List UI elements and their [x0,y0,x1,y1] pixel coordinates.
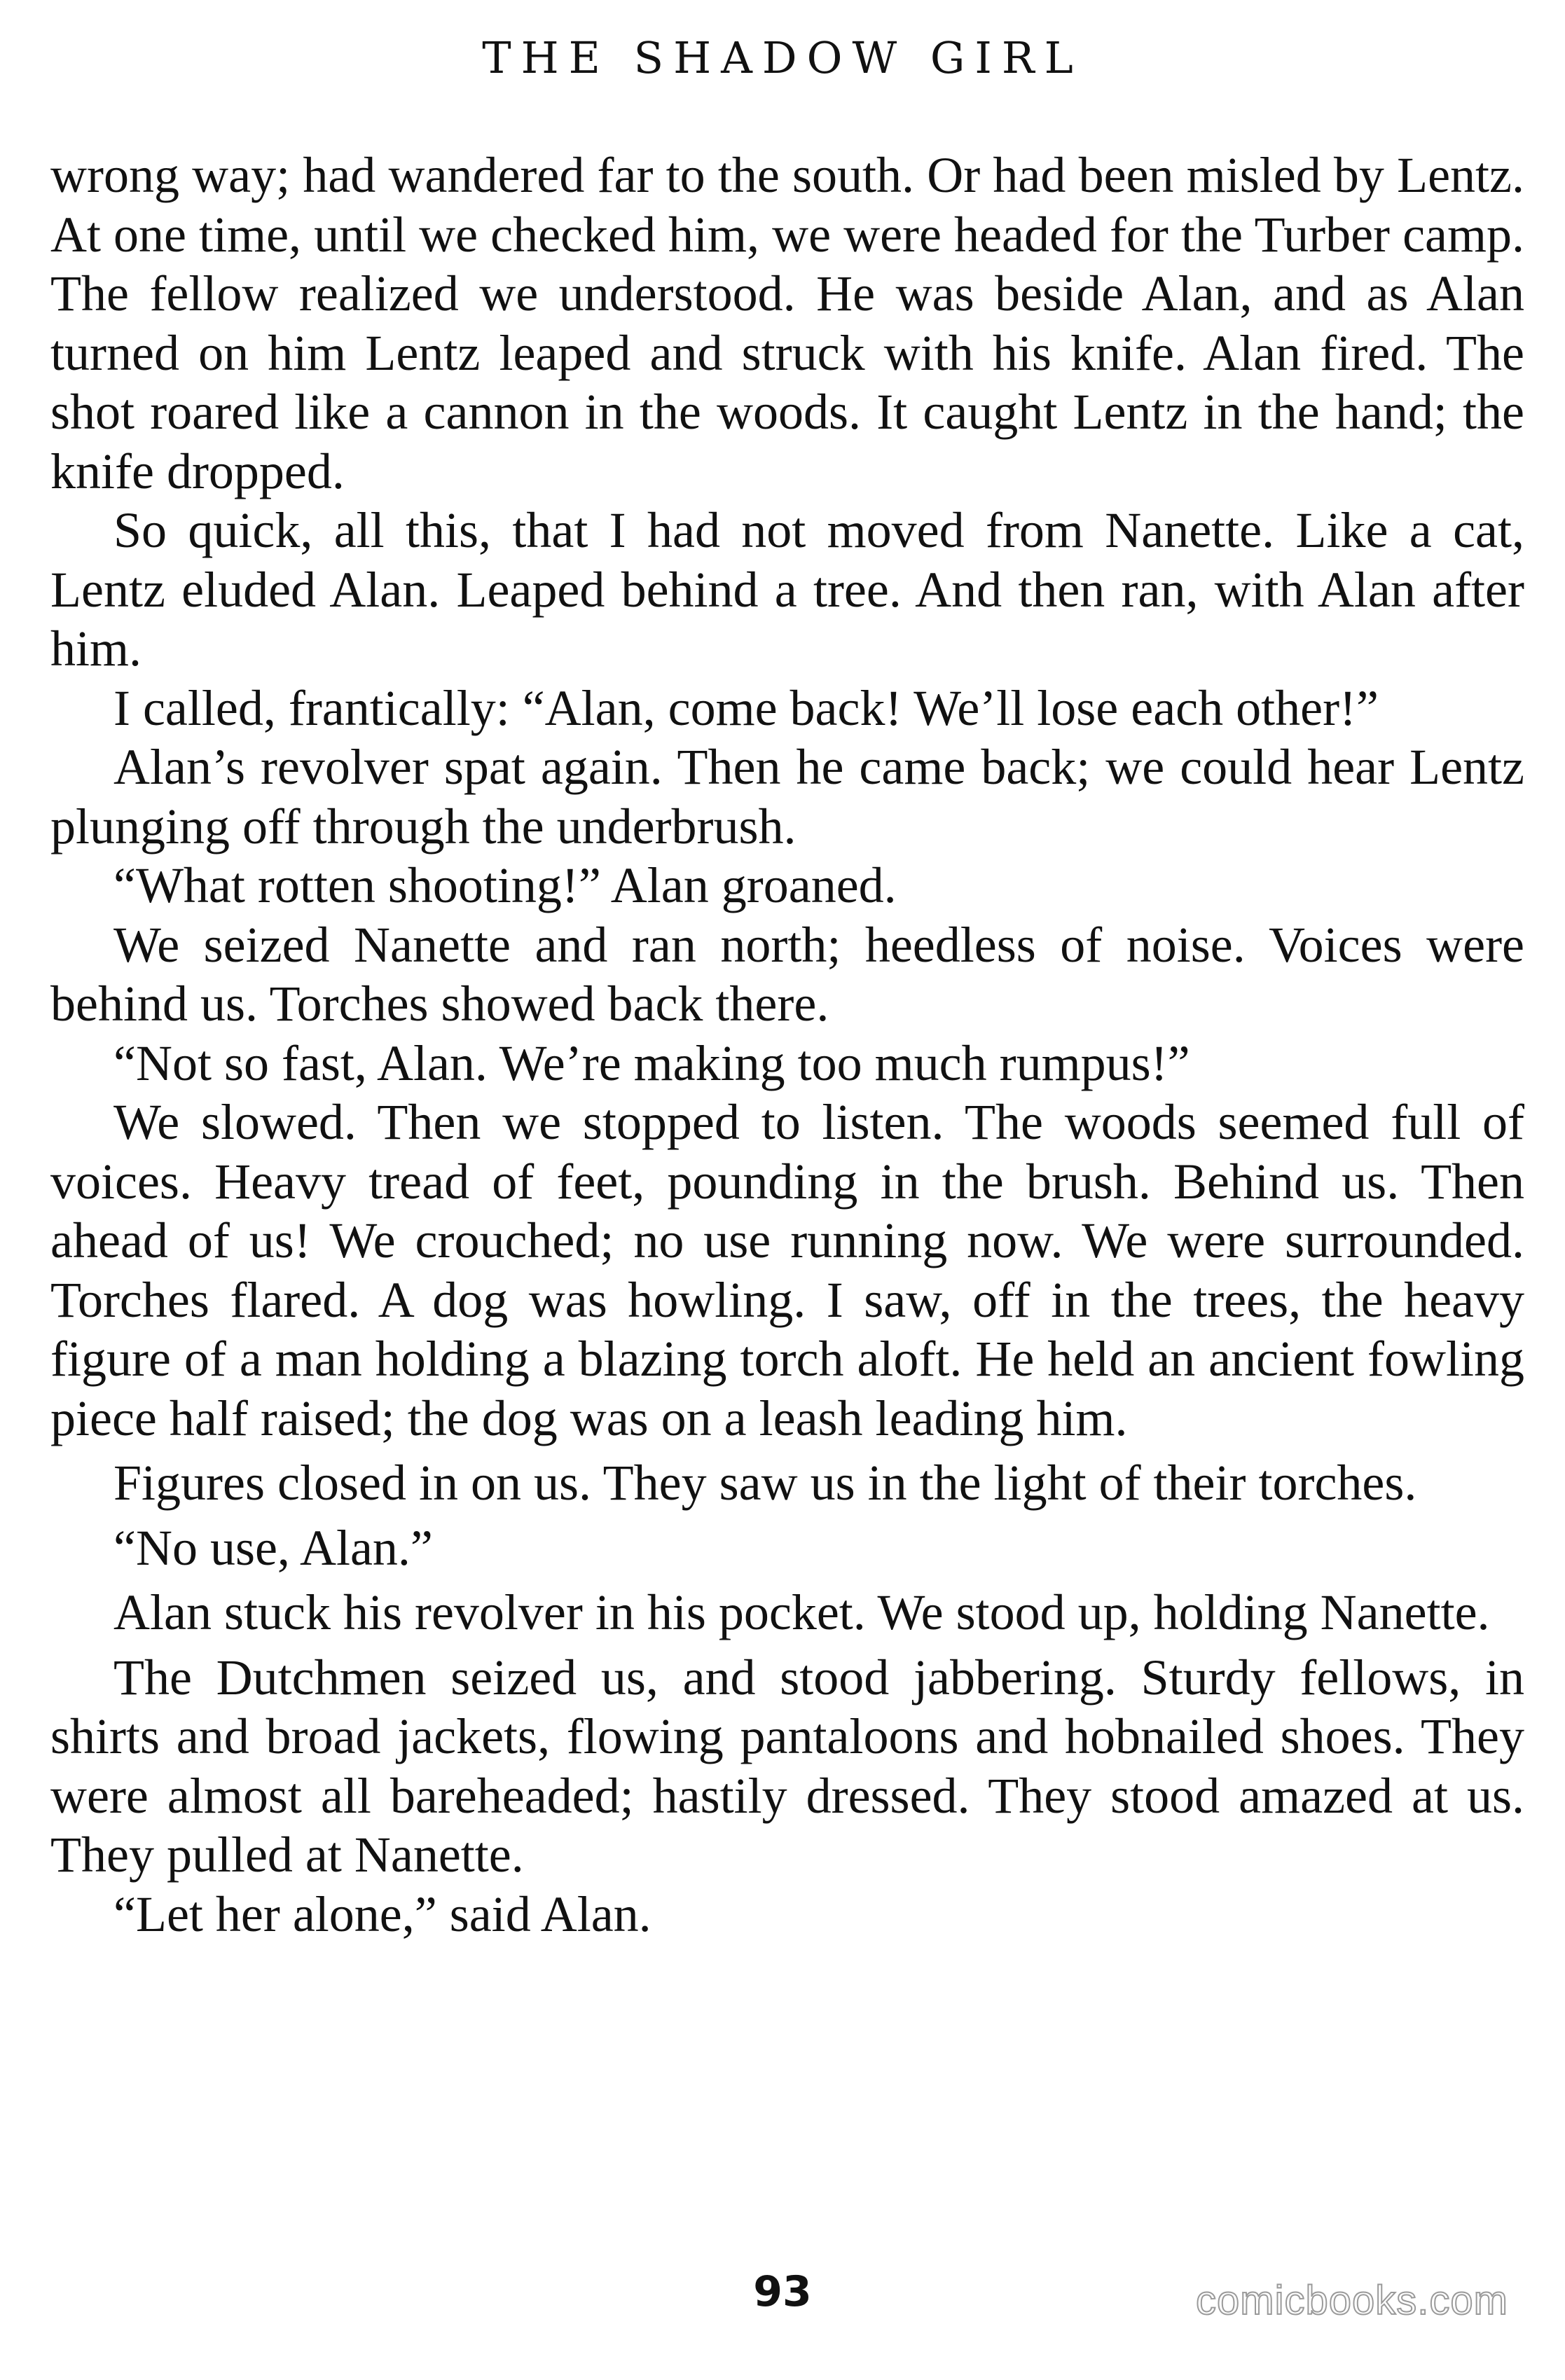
paragraph: We seized Nanette and ran north; heedless of noise. Voices were behind us. Torches showed back there. [50,916,1524,1032]
paragraph: “What rotten shooting!” Alan groaned. [113,857,897,913]
page-number: 93 [753,2267,812,2316]
paragraph: Alan stuck his revolver in his pocket. We stood up, holding Nanette. [113,1584,1490,1640]
paragraph: “Not so fast, Alan. We’re making too much rumpus!” [113,1035,1190,1091]
paragraph: The Dutchmen seized us, and stood jabbering. Sturdy fellows, in shirts and broad jackets, flowing pantaloons and hobnailed shoes. They were almost all bareheaded; hastily dressed. They stood amazed at us. They pulled at Nanette. [50,1649,1524,1883]
paragraph: “Let her alone,” said Alan. [113,1886,651,1942]
paragraph: Figures closed in on us. They saw us in the light of their torches. [113,1455,1417,1511]
paragraph: We slowed. Then we stopped to listen. The woods seemed full of voices. Heavy tread of feet, pounding in the brush. Behind us. Then ahead of us! We crouched; no use running now. We were surrounded. Torches flared. A dog was howling. I saw, off in the trees, the heavy figure of a man holding a blazing torch aloft. He held an ancient fowling piece half raised; the dog was on a leash leading him. [50,1094,1524,1446]
paragraph: wrong way; had wandered far to the south. Or had been misled by Lentz. At one time, until we checked him, we were headed for the Turber camp. The fellow realized we understood. He was beside Alan, and as Alan turned on him Lentz leaped and struck with his knife. Alan fired. The shot roared like a cannon in the woods. It caught Lentz in the hand; the knife dropped. [50,147,1524,499]
running-head-title: THE SHADOW GIRL [482,32,1083,83]
body-text [50,146,1524,1944]
watermark-logo: comicbooks.com [1196,2278,1508,2323]
paragraph: “No use, Alan.” [113,1519,433,1576]
paragraph: Alan’s revolver spat again. Then he came back; we could hear Lentz plunging off through the underbrush. [50,739,1524,855]
paragraph: So quick, all this, that I had not moved from Nanette. Like a cat, Lentz eluded Alan. Leaped behind a tree. And then ran, with Alan after him. [50,502,1524,677]
paragraph: I called, frantically: “Alan, come back! We’ll lose each other!” [113,679,1379,736]
